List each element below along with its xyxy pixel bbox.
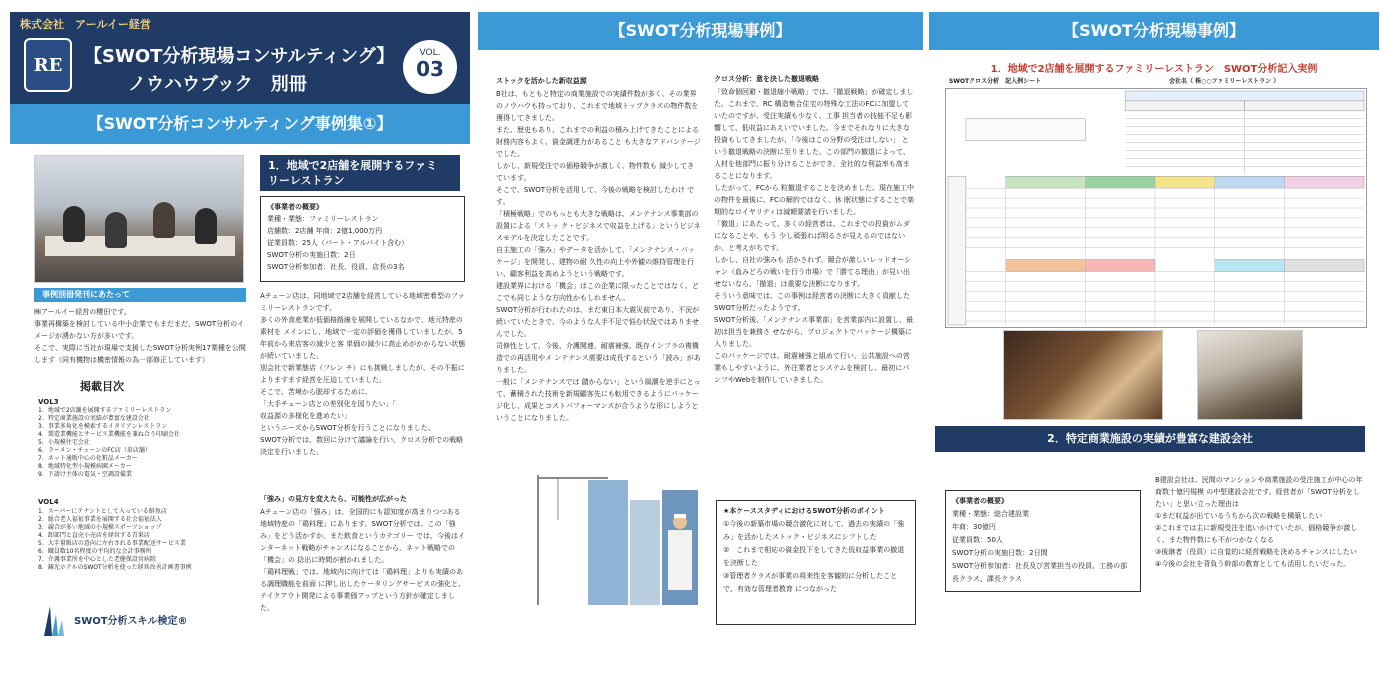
toc-item[interactable]: 1．スーパーにテナントとして入っている鮮魚店 [38,508,167,515]
photo-person-shape [195,208,217,244]
cross-subheading: クロス分析：意を決した撤退戦略 [714,75,819,83]
logo-text: SWOT分析スキル検定® [74,616,188,627]
toc-item[interactable]: 8．地域特化型小規模病園メーカー [38,463,132,470]
office-meeting-photo [34,155,244,283]
section-band-title: 【SWOT分析現場事例】 [929,12,1379,50]
booklet-page-3 [929,0,1379,673]
swot-skill-logo [40,600,240,640]
construction-site-illustration [518,470,728,605]
toc-item[interactable]: 3．競合が多い地域の小規模スポーツショップ [38,524,162,531]
booklet-page-1 [10,0,470,673]
stock-body-text: B社は、もともと特定の商業施設での実績件数が多く、その業界のノウハウも持っており、これまで地域トップクラスの物件数を獲得してきました。 また、歴史もあり、これまでの利益の積み上げてきたことによる財務内容もよく、資金調達力があること も大きなアドバンテージでした。 しかし、新規受注での価格競争が激しく、物件数も 減少してきています。 そこで、SWOT分析を活用して、今後の戦略を検討したわけ です。 「積極戦略」でのもっとも大きな戦略は、メンテナンス事業部の設置による「ストッ ク・ビジネスで収益を上げる」というビジネスモデルを決定したことです。 自主施工の「強み」やデータを活かして、「メンテナンス・パッケージ」を開発し、建物の耐 久性の向上や外観の維持管理を行い、顧客利益を高めようという戦略です。 建設業界における「機会」はこの企業に限ったことではなく、どこでも同じような方向性かもしれません。 SWOT分析が行われたのは、まだ東日本大震災前であり、不況が続いていたときで、今のような人手不足で悩む状況ではありませんでした。 司修性として、今後、介護関連、耐震補強、既存インフラの複構造での再活用やメ ンテナンス需要は成長するという「読み」がありました。 一般に「メンテナンスでは 儲からない」という風潮を逆手にとって、蓄積された技術を新規顧客先にも転用できるようにパッケージ化し、成果とコストパフォーマンスが合うような形にしようということになりました。 [496,90,701,422]
case1-body-text: Aチェーン店は、同地域で2店舗を経営している地域密着型のファミリーレストランです。 多くの外食産業が低価格路線を展開しているなかで、地元特産の素材を メインにし、地域で一定の評価を獲得していましたが、5年前から来店客の減少と客 単価の減少に高止めがかからない状態が続いていました。 別会社で新業態店（フレン チ）にも挑戦しましたが、その不振によりますます経営を圧迫していました。 そこで、苦境から脱却するために、 「大手チェーン店との差別化を図りたい」「 収益源の多様化を進めたい」 というニーズからSWOT分析を行うことになりました。 SWOT分析では、数回に分けて議論を行い、クロス分析での戦略決定を行いました。 [260,292,466,456]
photo-person-shape [105,212,127,248]
overview-line: SWOT分析の実施日数：2日間 [952,549,1048,557]
photo-person-shape [63,206,85,242]
overview-heading: 《事業者の概要》 [952,497,1008,505]
toc-item[interactable]: 3．事業多角化を模索するイタリアンレストラン [38,423,168,430]
emblem-logo: RE [24,38,72,92]
toc-item[interactable]: 6．職員数10名程度の平均的な会計事務所 [38,548,152,555]
booklet-title-line1: 【SWOT分析現場コンサルティング】 [84,46,395,67]
restaurant-staff-photo [1003,330,1163,420]
overview-line: SWOT分析の実施日数：2日 [267,251,356,259]
overview-line: 年商：30億円 [952,523,996,531]
case1-body-text-2: Aチェーン店の「強み」は、全国的にも認知度が高まりつつある地域特産の「鶏料理」にあります。SWOT分析では、この「強み」をどう活かすか、また飲食というカテゴリー では、今後はインターネット戦略がチャンスになることから、ネット戦略での「機会」の 捻出に時間が割かれました。 「鶏料理戦」では、地域内に向けては「鶏料理」よりも実績のある調理職能を前面 に押し出したケータリングサービスの強化と、テイクアウト開発による事業価アップという方針が確定しました。 [260,508,466,612]
point-text: ①今後の新築市場の競合激化に対して、過去の実績の「強み」を活かしたストック・ビジネスにシフトした ② これまで相応の資金投下をしてきた低収益事業の撤退を決断した ③管理者クラスが事業の将来性を客観的に分析したことで、有効な管理者教育 につながった [723,520,905,593]
cross-body-text: 「致命個回避・撤退縮小戦略」では、「撤退戦略」が確定しました。これまで、RC 構造集合住宅の特殊な工法のFCに加盟していたのですが、受注実績も少なく、工事 担当者の技能不足も影響して、低収益にあえいでいました。今までそれなりに大きな投資もしてきましたが、「今後はこの分野の受注はしない」 という撤退戦略の決断に至りました。この部門の撤退によって、人材を他部門に振り分けることができ、全社的な利益率も高まることになります。 したがって、FCから 粒撤退することを決めました。現在施工中の物件を最後に、FCの解約ではなく、休 眠状態にすることで楽期的なロイヤリティは減額要請を行いました。 「撤退」にあたって、多くの経営者は、これまでの投資がムダになることや、もう 少し頑張れば明るさが見えるのではないか、と考えがちです。 しかし、自社の強みも 活かされず、競合が激しいレッドオーシャン（血みどろの戦いを行う市場）で「勝てる理由」が見い出せないなら、「撤退」は重要な決断になります。 そういう意味では、この事例は経営者の決断に大きく貢献したSWOT分析だったようです。 SWOT分析後、「メンテナンス事業部」を営業部内に設置し、最初は担当を兼務さ せながら、プロジェクトでパッケージ構築に入りました。 このパッケージでは、耐震補強と組めて行い、公共施設への営業もしやすいように、外注業者とシステムを検討し、最初にパンフやWebを制作していきました。 [714,88,914,384]
case2-body-text: B建設会社は、民間のマンションや商業施設の受注施工が中心の年商数十億円規模 の中堅建設会社です。経営者が「SWOT分析をしたい」と思い立った理由は ①まだ収益が出ているうちから次の戦略を構築したい ②これまでは主に新規受注を追いかけていたが、価格競争が激しく、また物件数にも不がつかなくなる ③後継者（役員）に自覚的に経営戦略を決めるチャンスにしたい ④今後の会社を背負う幹部の教育としても活用したいだった。 [1155,476,1363,568]
toc-item[interactable]: 6．ラーメン・チェーンのFC店（単店舗） [38,447,151,454]
overview-line: 業種・業態：総合建設業 [952,510,1029,518]
page-header [10,12,470,104]
business-overview-box [260,196,465,282]
overview-line: SWOT分析参加者：社長、役員、店長の3名 [267,263,405,271]
case2-title: 2．特定商業施設の実績が豊富な建設会社 [935,426,1365,452]
toc-vol4-label: VOL4 [38,498,59,506]
toc-item[interactable]: 5．小規模住宅会社 [38,439,90,446]
toc-item[interactable]: 2．特定商業施設の実績が豊富な建設会社 [38,415,150,422]
intro-heading: 事例別冊発刊にあたって [34,288,246,302]
swot-point-box [716,500,916,625]
toc-item[interactable]: 8．観光ホテルのSWOT分析を使った経営改善計画書事例 [38,564,192,571]
toc-vol3-label: VOL3 [38,398,59,406]
toc-item[interactable]: 7．介護事業所を中心とした老健保設営病院 [38,556,156,563]
toc-item[interactable]: 9．下請け主体の電気・空調設備業 [38,471,132,478]
company-name: 株式会社 アールイー経営 [20,18,151,31]
volume-badge [403,40,457,94]
stock-subheading: ストックを活かした新収益源 [496,77,587,85]
overview-line: 業種・業態：ファミリーレストラン [267,215,379,223]
toc-item[interactable]: 2．総合老人福祉事業を展開する社会福祉法人 [38,516,162,523]
toc-vol3-list [38,407,248,479]
overview-line: 従業員数：50人 [952,536,1003,544]
booklet-page-2 [478,0,923,673]
overview-line: 従業員数：25人（パート・アルバイト含む） [267,239,409,247]
overview-heading: 《事業者の概要》 [267,203,323,211]
toc-item[interactable]: 7．ネット通販中心の化粧品メーカー [38,455,138,462]
intro-text: ㈱アールイー経営の櫻田です。 事業再構築を検討している中小企業でもまだまだ、SWOT分析のイメージが湧かない方が多いです。 そこで、実際に当社が現場で支援したSWOT分析実例17業種を公開します（同有機物は機密情報の為一部修正しています） [34,308,246,364]
photo-person-shape [153,202,175,238]
volume-label: VOL. [419,48,441,58]
volume-number: 03 [416,57,444,81]
case1-subheading: 「強み」の見方を変えたら、可能性が広がった [260,495,407,503]
sheet-company: 会社名（ 株○○ファミリーレストラン ） [1169,78,1280,85]
toc-item[interactable]: 5．大手量販店の意向に左右される事業配送サービス業 [38,540,186,547]
section-band-title: 【SWOT分析現場事例】 [478,12,923,50]
sheet-title: SWOTクロス分析 記入例シート [949,78,1042,85]
logo-mark-icon [40,602,68,636]
case-example-title: 1．地域で2店舗を展開するファミリーレストラン SWOT分析記入実例 [990,64,1318,75]
point-title: ★本ケーススタディにおけるSWOT分析のポイント [723,507,885,515]
business-overview-box [945,490,1141,592]
toc-heading: 掲載目次 [80,380,124,393]
overview-line: 店舗数：2店舗 年商：2億1,000万円 [267,227,383,235]
swot-cross-analysis-sheet [945,88,1367,328]
overview-line: SWOT分析参加者：社長及び営業担当の役員、工務の部長クラス、課長クラス [952,562,1128,583]
chef-cooking-photo [1197,330,1303,420]
toc-item[interactable]: 4．卸部門と直売小売店を経営する青果店 [38,532,150,539]
case1-title: 1．地域で2店舗を展開するファミ リーレストラン [260,155,460,191]
toc-item[interactable]: 1．地域で2店舗を展開するファミリーレストラン [38,407,172,414]
booklet-title-line2: ノウハウブック 別冊 [128,74,307,95]
toc-vol4-list [38,508,248,572]
section-band-title: 【SWOT分析コンサルティング事例集①】 [10,104,470,144]
toc-item[interactable]: 4．製造業機能とサービス業機能を兼ね合う印刷会社 [38,431,180,438]
